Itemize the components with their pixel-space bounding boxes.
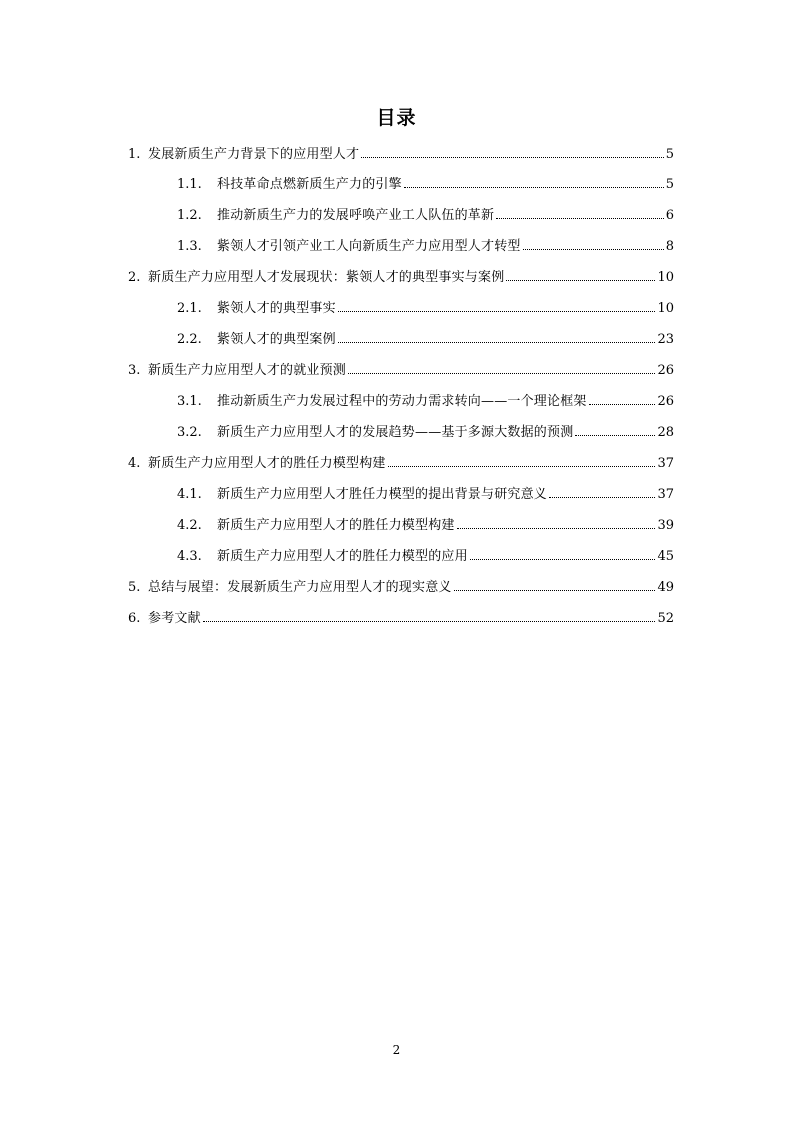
toc-entry-page: 39	[657, 518, 674, 533]
toc-entry-title: 紫领人才的典型案例	[217, 332, 336, 347]
toc-dot-leader	[589, 404, 656, 405]
toc-entry-title: 新质生产力应用型人才的发展趋势——基于多源大数据的预测	[217, 425, 574, 440]
toc-entry[interactable]	[128, 610, 674, 628]
toc-entry-number: 1.1.	[177, 177, 202, 192]
toc-dot-leader	[549, 497, 655, 498]
toc-entry[interactable]	[128, 146, 674, 164]
toc-entry-page: 45	[657, 549, 674, 564]
toc-entry-number: 3.2.	[177, 425, 202, 440]
toc-entry[interactable]	[177, 486, 674, 504]
toc-dot-leader	[470, 559, 656, 560]
toc-entry[interactable]	[128, 269, 674, 287]
toc-entry-number: 1.	[128, 147, 141, 162]
toc-entry-number: 2.1.	[177, 301, 202, 316]
toc-entry-page: 10	[657, 301, 674, 316]
toc-title: 目录	[376, 107, 417, 129]
toc-entry-number: 2.	[128, 270, 141, 285]
toc-entry-page: 8	[665, 239, 674, 254]
toc-entry-page: 5	[665, 147, 674, 162]
toc-entry-number: 4.1.	[177, 487, 202, 502]
toc-entry-title: 新质生产力应用型人才的就业预测	[148, 363, 347, 378]
toc-dot-leader	[348, 373, 655, 374]
toc-entry[interactable]	[177, 238, 674, 256]
toc-entry-page: 6	[665, 208, 674, 223]
toc-entry-number: 5.	[128, 580, 141, 595]
toc-dot-leader	[457, 528, 656, 529]
toc-entry[interactable]	[177, 548, 674, 566]
toc-entry-page: 10	[657, 270, 674, 285]
toc-dot-leader	[523, 249, 664, 250]
toc-entry[interactable]	[177, 176, 674, 194]
toc-entry-page: 26	[657, 363, 674, 378]
toc-entry[interactable]	[177, 331, 674, 349]
toc-dot-leader	[203, 621, 656, 622]
toc-entry[interactable]	[177, 393, 674, 411]
toc-entry-title: 新质生产力应用型人才的胜任力模型构建	[217, 518, 455, 533]
toc-entry-title: 新质生产力应用型人才的胜任力模型构建	[148, 456, 386, 471]
toc-entry-page: 37	[657, 487, 674, 502]
toc-entry-number: 4.2.	[177, 518, 202, 533]
toc-dot-leader	[506, 280, 655, 281]
toc-entry-title: 参考文献	[148, 611, 201, 626]
toc-entry-title: 推动新质生产力的发展呼唤产业工人队伍的革新	[217, 208, 495, 223]
toc-entry-number: 4.3.	[177, 549, 202, 564]
toc-entry-page: 26	[657, 394, 674, 409]
toc-entry-page: 49	[657, 580, 674, 595]
toc-entry-title: 紫领人才引领产业工人向新质生产力应用型人才转型	[217, 239, 521, 254]
toc-entry-title: 推动新质生产力发展过程中的劳动力需求转向——一个理论框架	[217, 394, 587, 409]
toc-entry-number: 3.1.	[177, 394, 202, 409]
toc-entry[interactable]	[177, 517, 674, 535]
toc-entry-page: 5	[665, 177, 674, 192]
toc-dot-leader	[338, 342, 656, 343]
toc-entry-page: 52	[657, 611, 674, 626]
toc-entry[interactable]	[177, 207, 674, 225]
toc-entry-title: 新质生产力应用型人才的胜任力模型的应用	[217, 549, 468, 564]
toc-dot-leader	[496, 218, 664, 219]
toc-entry-title: 紫领人才的典型事实	[217, 301, 336, 316]
toc-dot-leader	[388, 466, 656, 467]
toc-dot-leader	[404, 187, 664, 188]
toc-entry-number: 2.2.	[177, 332, 202, 347]
toc-entry[interactable]	[177, 300, 674, 318]
toc-entry-page: 23	[657, 332, 674, 347]
toc-entry[interactable]	[128, 362, 674, 380]
toc-entry[interactable]	[177, 424, 674, 442]
toc-dot-leader	[575, 435, 655, 436]
toc-entry-number: 6.	[128, 611, 141, 626]
toc-entry-number: 4.	[128, 456, 141, 471]
toc-entry-page: 28	[657, 425, 674, 440]
toc-entry-number: 1.2.	[177, 208, 202, 223]
toc-entry-page: 37	[657, 456, 674, 471]
toc-entry[interactable]	[128, 455, 674, 473]
toc-dot-leader	[338, 311, 656, 312]
toc-dot-leader	[454, 590, 656, 591]
toc-entry-title: 新质生产力应用型人才胜任力模型的提出背景与研究意义	[217, 487, 548, 502]
toc-entry[interactable]	[128, 579, 674, 597]
page-number: 2	[392, 1043, 401, 1057]
toc-entry-title: 新质生产力应用型人才发展现状：紫领人才的典型事实与案例	[148, 270, 505, 285]
toc-dot-leader	[361, 157, 664, 158]
toc-entry-number: 1.3.	[177, 239, 202, 254]
toc-entry-number: 3.	[128, 363, 141, 378]
toc-entry-title: 发展新质生产力背景下的应用型人才	[148, 147, 360, 162]
toc-entry-title: 科技革命点燃新质生产力的引擎	[217, 177, 402, 192]
toc-entry-title: 总结与展望：发展新质生产力应用型人才的现实意义	[148, 580, 452, 595]
